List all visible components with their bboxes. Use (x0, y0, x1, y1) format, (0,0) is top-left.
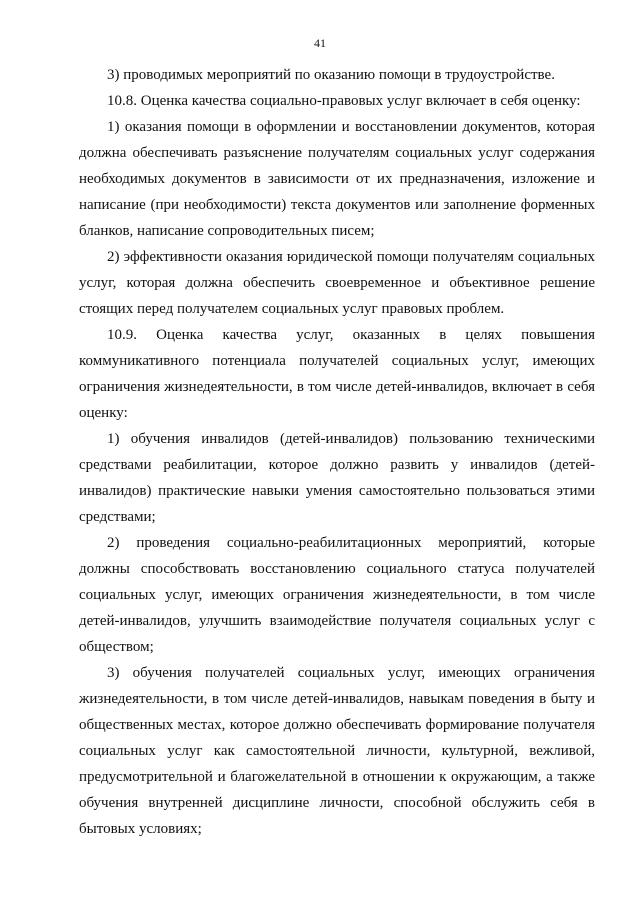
document-body (79, 62, 595, 842)
paragraph-item-2-legal-aid: 2) эффективности оказания юридической помощи получателям социальных услуг, которая должна обеспечить своевременное и объективное решение стоящих перед получателем социальных услуг правовых проблем. (79, 249, 595, 317)
paragraph-item-2-social-rehab: 2) проведения социально-реабилитационных мероприятий, которые должны способствовать восстановлению социального статуса получателей социальных услуг, имеющих ограничения жизнедеятельности, в том числе детей-инвалидов, улучшить взаимодействие получателя социальных услуг с обществом; (79, 535, 595, 655)
paragraph-10-8-heading: 10.8. Оценка качества социально-правовых услуг включает в себя оценку: (107, 93, 581, 109)
paragraph-10-9-heading: 10.9. Оценка качества услуг, оказанных в целях повышения коммуникативного потенциала получателей социальных услуг, имеющих ограничения жизнедеятельности, в том числе детей-инвалидов, включает в себя оценку: (79, 327, 595, 421)
paragraph-item-3-employment: 3) проводимых мероприятий по оказанию помощи в трудоустройстве. (107, 67, 555, 83)
paragraph-item-1-rehab-means: 1) обучения инвалидов (детей-инвалидов) пользованию техническими средствами реабилитации, которое должно развить у инвалидов (детей-инвалидов) практические навыки умения самостоятельно пользоваться этими средствами; (79, 431, 595, 525)
paragraph-item-1-documents: 1) оказания помощи в оформлении и восстановлении документов, которая должна обеспечивать разъяснение получателям социальных услуг содержания необходимых документов в зависимости от их предназначения, изложение и написание (при необходимости) текста документов или заполнение форменных бланков, написание сопроводительных писем; (79, 119, 595, 239)
page-number: 41 (314, 36, 326, 50)
paragraph-item-3-behavior-training: 3) обучения получателей социальных услуг, имеющих ограничения жизнедеятельности, в том числе детей-инвалидов, навыкам поведения в быту и общественных местах, которое должно обеспечивать формирование получателя социальных услуг как самостоятельной личности, культурной, вежливой, предусмотрительной и благожелательной в отношении к окружающим, а также обучения внутренней дисциплине личности, способной обслужить себя в бытовых условиях; (79, 665, 595, 837)
